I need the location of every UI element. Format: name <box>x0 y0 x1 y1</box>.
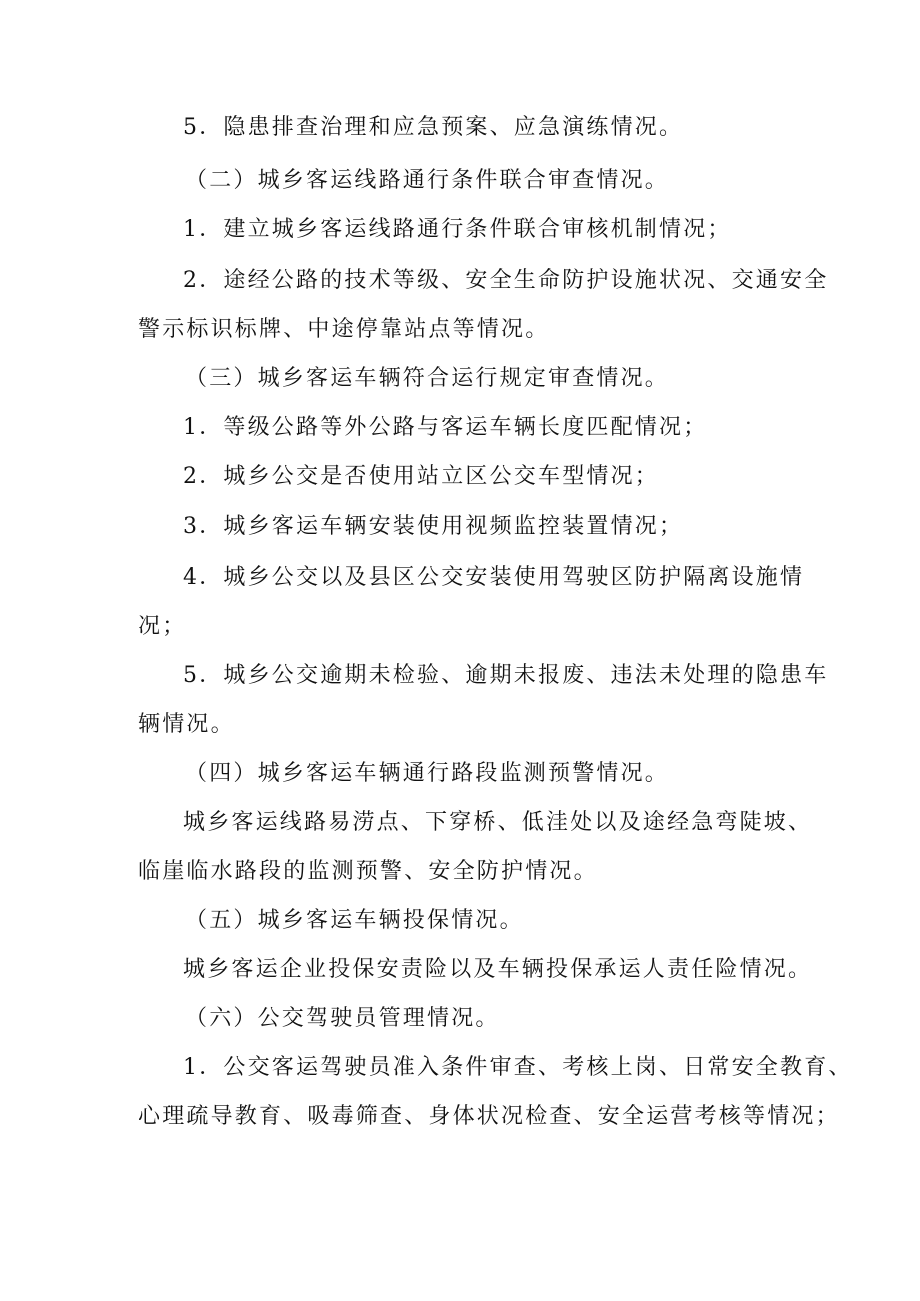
paragraph-line: 5．城乡公交逾期未检验、逾期未报废、违法未处理的隐患车 <box>183 663 829 688</box>
paragraph-line: 辆情况。 <box>138 712 235 737</box>
paragraph-line: 1．等级公路等外公路与客运车辆长度匹配情况； <box>183 415 708 440</box>
paragraph-line: 5．隐患排查治理和应急预案、应急演练情况。 <box>183 115 684 140</box>
section-heading: （三）城乡客运车辆符合运行规定审查情况。 <box>185 366 670 391</box>
section-heading: （四）城乡客运车辆通行路段监测预警情况。 <box>185 761 670 786</box>
paragraph-line: 1．公交客运驾驶员准入条件审查、考核上岗、日常安全教育、 <box>183 1055 853 1080</box>
section-heading: （二）城乡客运线路通行条件联合审查情况。 <box>185 168 670 193</box>
paragraph-line: 况； <box>138 614 187 639</box>
paragraph-line: 3．城乡客运车辆安装使用视频监控装置情况； <box>183 514 684 539</box>
section-heading: （五）城乡客运车辆投保情况。 <box>185 908 524 933</box>
paragraph-line: 城乡客运线路易涝点、下穿桥、低洼处以及途经急弯陡坡、 <box>183 810 813 835</box>
section-heading: （六）公交驾驶员管理情况。 <box>185 1006 500 1031</box>
paragraph-line: 心理疏导教育、吸毒筛查、身体状况检查、安全运营考核等情况； <box>138 1104 840 1129</box>
paragraph-line: 4．城乡公交以及县区公交安装使用驾驶区防护隔离设施情 <box>183 565 805 590</box>
paragraph-line: 临崖临水路段的监测预警、安全防护情况。 <box>138 859 598 884</box>
paragraph-line: 城乡客运企业投保安责险以及车辆投保承运人责任险情况。 <box>183 957 813 982</box>
paragraph-line: 1．建立城乡客运线路通行条件联合审核机制情况； <box>183 217 732 242</box>
paragraph-line: 2．城乡公交是否使用站立区公交车型情况； <box>183 464 659 489</box>
paragraph-line: 警示标识标牌、中途停靠站点等情况。 <box>138 317 550 342</box>
paragraph-line: 2．途经公路的技术等级、安全生命防护设施状况、交通安全 <box>183 268 829 293</box>
